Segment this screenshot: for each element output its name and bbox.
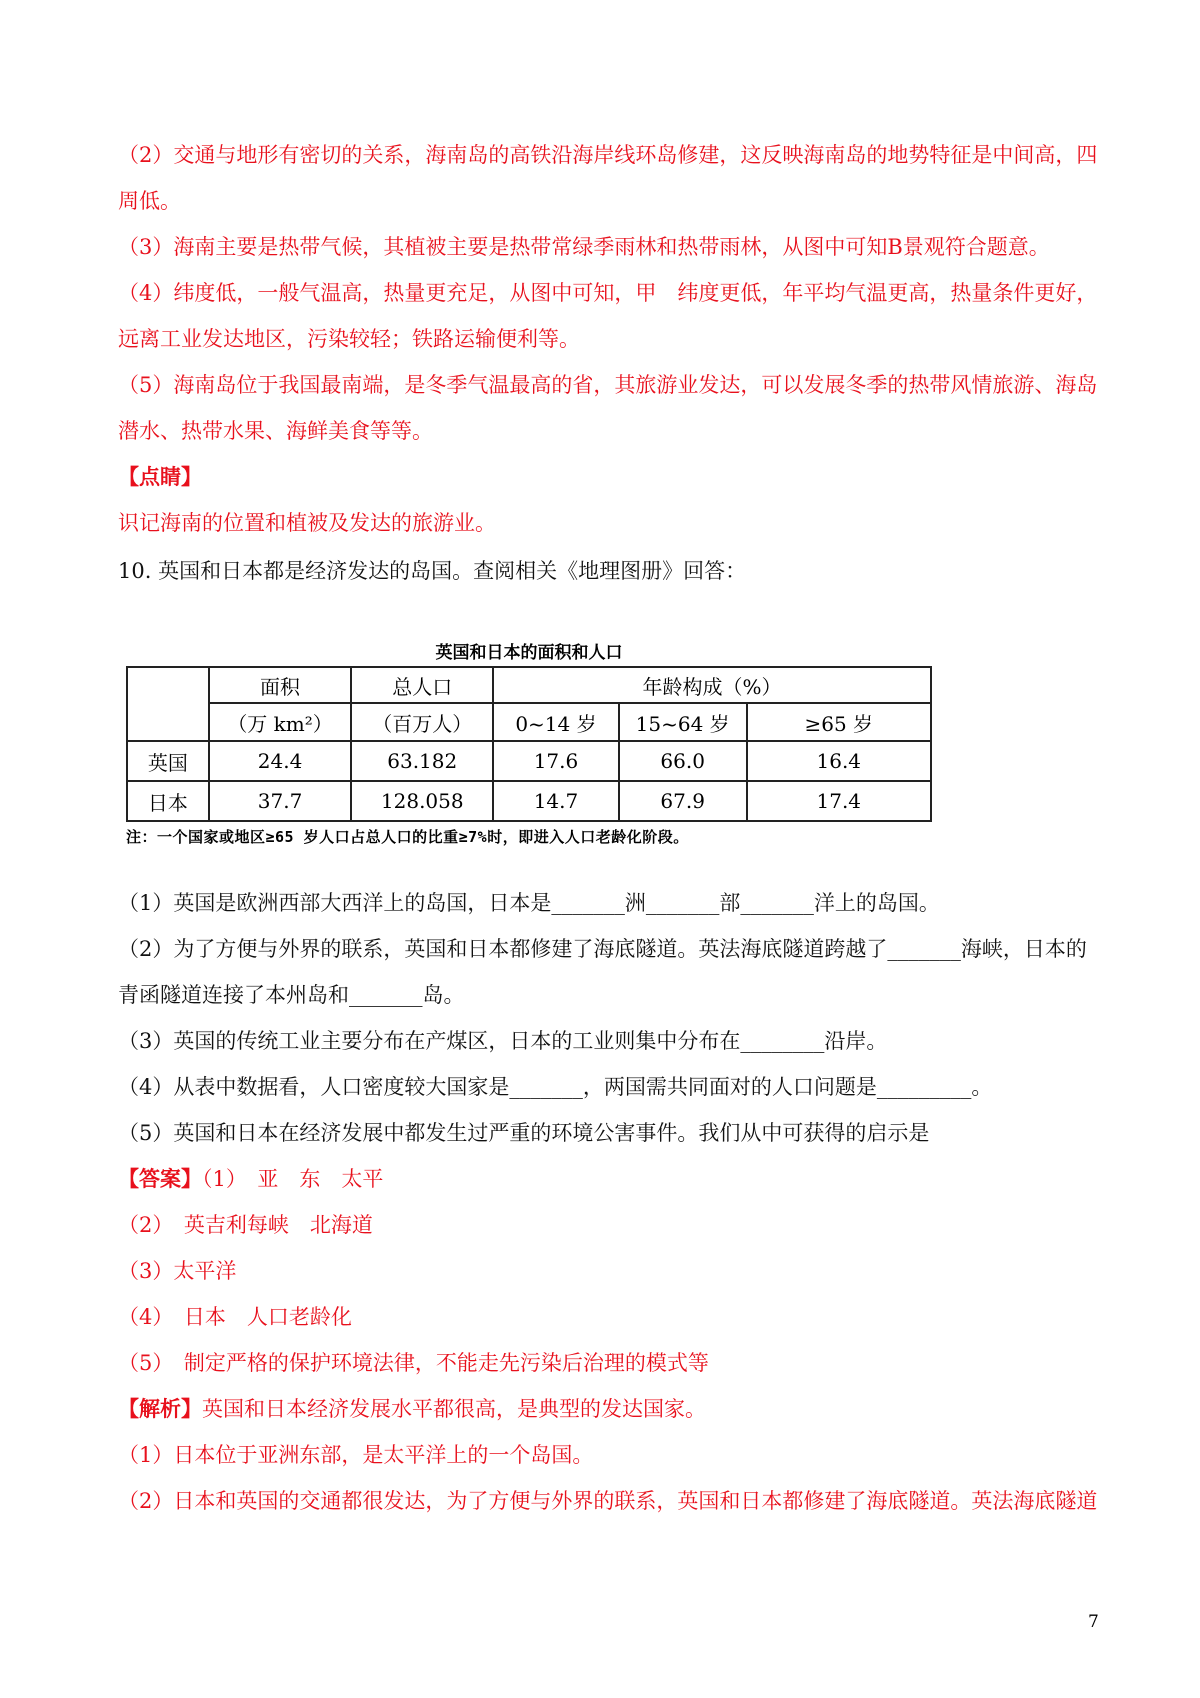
- answer-heading: 【答案】: [118, 1166, 202, 1191]
- header-age-group: ≥65 岁: [747, 703, 931, 741]
- explanation-line: 远离工业发达地区，污染较轻；铁路运输便利等。: [118, 327, 580, 351]
- analysis-line: （1）日本位于亚洲东部，是太平洋上的一个岛国。: [118, 1443, 594, 1467]
- table-note: 注：一个国家或地区≥65 岁人口占总人口的比重≥7%时，即进入人口老龄化阶段。: [126, 828, 689, 846]
- area-population-table: [126, 640, 932, 847]
- sub-question: （2）为了方便与外界的联系，英国和日本都修建了海底隧道。英法海底隧道跨越了_______海峡，日本的: [118, 937, 1087, 961]
- answer-line: （2） 英吉利每峡 北海道: [118, 1213, 373, 1237]
- answer-line: [118, 1164, 1098, 1194]
- dianjing-heading: 【点睛】: [118, 464, 202, 489]
- header-area-unit: （万 km²）: [209, 703, 352, 741]
- analysis-line: [118, 1394, 1098, 1424]
- table-row: [127, 781, 931, 821]
- answer-line: （4） 日本 人口老龄化: [118, 1305, 352, 1329]
- age-cell: 16.4: [747, 741, 931, 781]
- page-number: 7: [1088, 1612, 1099, 1632]
- header-population: 总人口: [351, 667, 493, 703]
- age-cell: 17.6: [493, 741, 619, 781]
- question-stem: 10. 英国和日本都是经济发达的岛国。查阅相关《地理图册》回答：: [118, 559, 747, 583]
- empty-corner-cell: [127, 667, 209, 741]
- header-age-group: 0~14 岁: [493, 703, 619, 741]
- explanation-line: （5）海南岛位于我国最南端，是冬季气温最高的省，其旅游业发达，可以发展冬季的热带风情旅游、海岛: [118, 373, 1098, 397]
- population-cell: 63.182: [351, 741, 493, 781]
- age-cell: 14.7: [493, 781, 619, 821]
- explanation-line: （4）纬度低，一般气温高，热量更充足，从图中可知，甲 纬度更低，年平均气温更高，热量条件更好，: [118, 281, 1098, 305]
- sub-question: 青函隧道连接了本州岛和_______岛。: [118, 983, 465, 1007]
- data-table: [126, 666, 932, 822]
- header-population-unit: （百万人）: [351, 703, 493, 741]
- country-cell: 英国: [127, 741, 209, 781]
- explanation-line: （3）海南主要是热带气候，其植被主要是热带常绿季雨林和热带雨林，从图中可知B景观符合题意。: [118, 235, 1050, 259]
- analysis-heading: 【解析】: [118, 1396, 202, 1421]
- sub-question: （3）英国的传统工业主要分布在产煤区，日本的工业则集中分布在________沿岸。: [118, 1029, 888, 1053]
- header-age-group: 15~64 岁: [619, 703, 747, 741]
- dianjing-text: 识记海南的位置和植被及发达的旅游业。: [118, 511, 496, 535]
- table-row: [127, 741, 931, 781]
- age-cell: 17.4: [747, 781, 931, 821]
- sub-question: （1）英国是欧洲西部大西洋上的岛国，日本是_______洲_______部_______洋上的岛国。: [118, 891, 940, 915]
- explanation-line: 周低。: [118, 189, 181, 213]
- country-cell: 日本: [127, 781, 209, 821]
- explanation-line: （2）交通与地形有密切的关系，海南岛的高铁沿海岸线环岛修建，这反映海南岛的地势特征是中间高，四: [118, 143, 1098, 167]
- analysis-text: 英国和日本经济发展水平都很高，是典型的发达国家。: [202, 1397, 706, 1421]
- age-cell: 66.0: [619, 741, 747, 781]
- area-cell: 37.7: [209, 781, 352, 821]
- header-area: 面积: [209, 667, 352, 703]
- answer-line: （3）太平洋: [118, 1259, 237, 1283]
- analysis-line: （2）日本和英国的交通都很发达，为了方便与外界的联系，英国和日本都修建了海底隧道。英法海底隧道: [118, 1489, 1098, 1513]
- explanation-line: 潜水、热带水果、海鲜美食等等。: [118, 419, 433, 443]
- answer-text: （1） 亚 东 太平: [202, 1167, 384, 1191]
- header-age: 年龄构成（%）: [493, 667, 931, 703]
- age-cell: 67.9: [619, 781, 747, 821]
- sub-question: （5）英国和日本在经济发展中都发生过严重的环境公害事件。我们从中可获得的启示是: [118, 1121, 930, 1145]
- table-title: 英国和日本的面积和人口: [435, 643, 623, 663]
- answer-line: （5） 制定严格的保护环境法律，不能走先污染后治理的模式等: [118, 1351, 709, 1375]
- area-cell: 24.4: [209, 741, 352, 781]
- population-cell: 128.058: [351, 781, 493, 821]
- sub-question: （4）从表中数据看，人口密度较大国家是_______，两国需共同面对的人口问题是_________。: [118, 1075, 993, 1099]
